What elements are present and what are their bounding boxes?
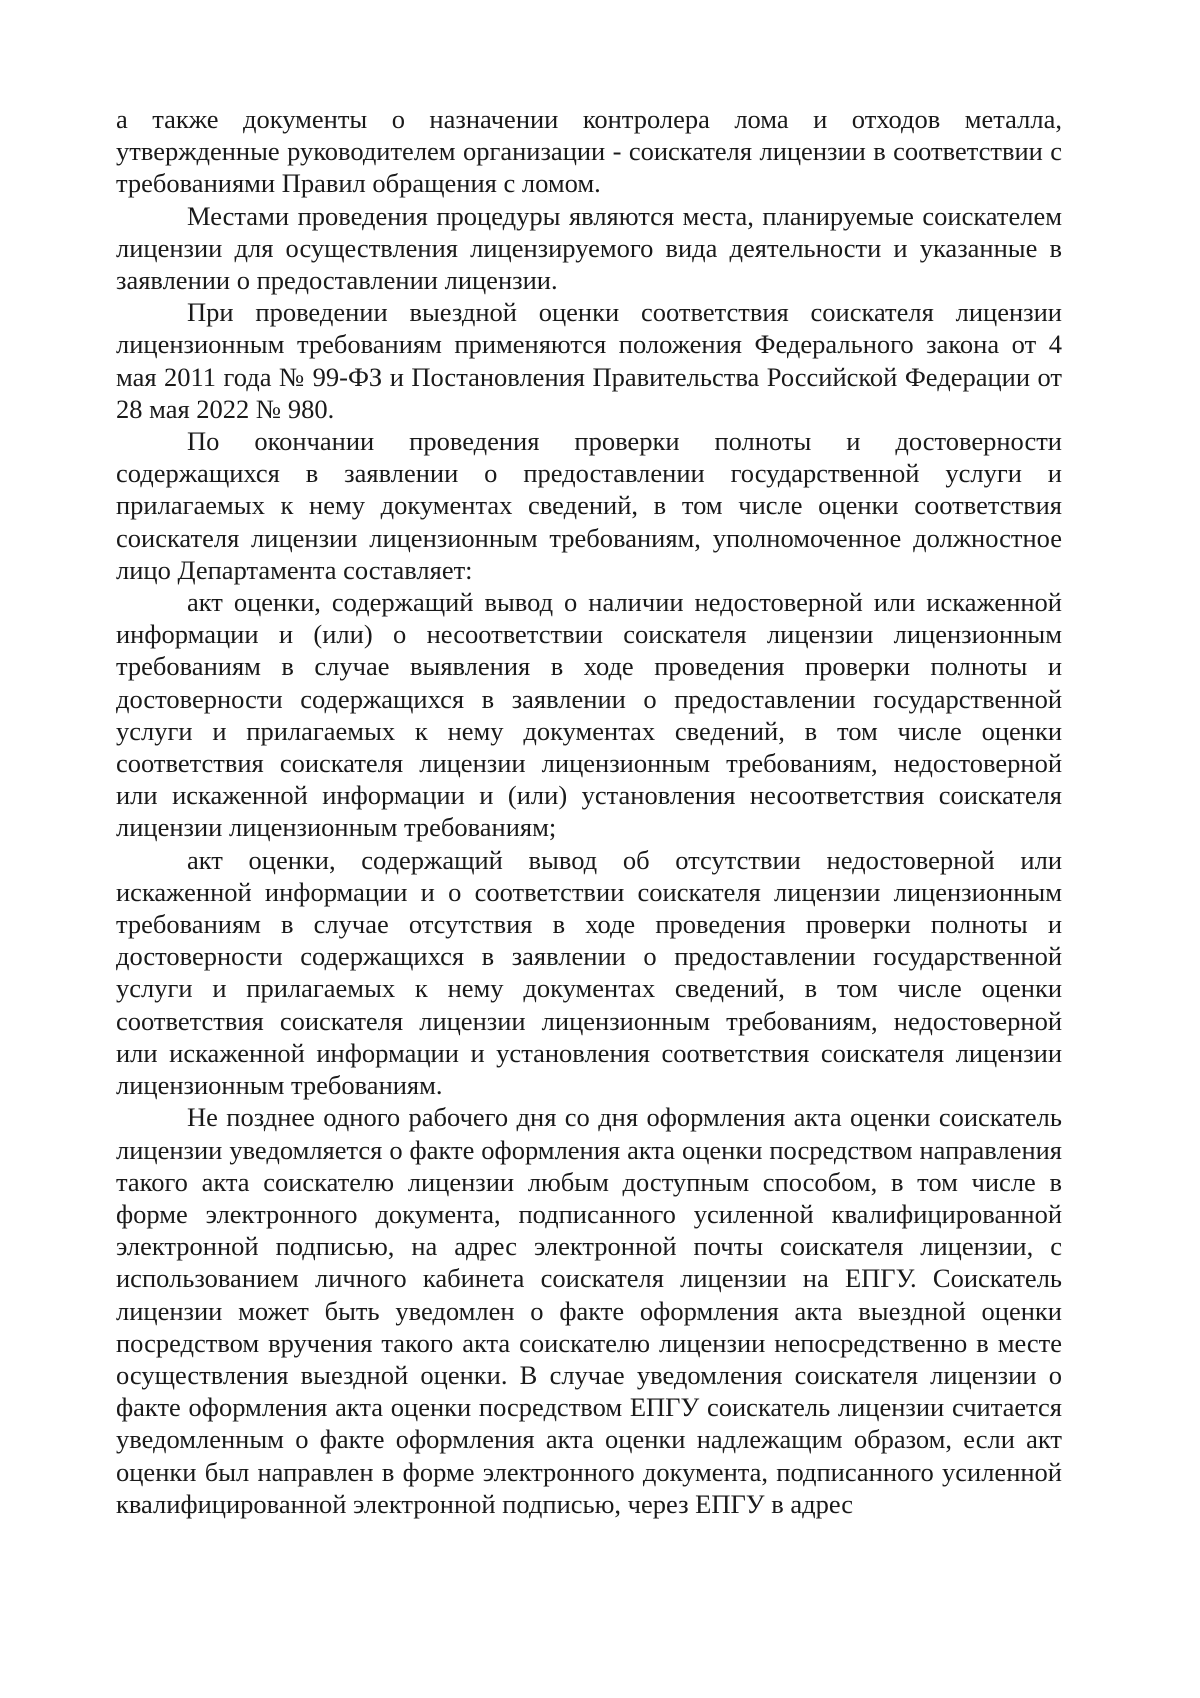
paragraph-4: По окончании проведения проверки полноты и достоверности содержащихся в заявлении о предоставлении государственной услуги и прилагаемых к нему документах сведений, в том числе оценки соответствия соискателя лицензии лицензионным требованиям, уполномоченное должностное лицо Департамента составляет: bbox=[116, 426, 1062, 585]
paragraph-1: а также документы о назначении контролера лома и отходов металла, утвержденные руководителем организации - соискателя лицензии в соответствии с требованиями Правил обращения с ломом. bbox=[116, 104, 1062, 199]
paragraph-2: Местами проведения процедуры являются места, планируемые соискателем лицензии для осуществления лицензируемого вида деятельности и указанные в заявлении о предоставлении лицензии. bbox=[116, 200, 1062, 296]
paragraph-3: При проведении выездной оценки соответствия соискателя лицензии лицензионным требованиям применяются положения Федерального закона от 4 мая 2011 года № 99-ФЗ и Постановления Правительства Российской Федерации от 28 мая 2022 № 980. bbox=[116, 297, 1062, 424]
paragraph-5: акт оценки, содержащий вывод о наличии недостоверной или искаженной информации и (или) о несоответствии соискателя лицензии лицензионным требованиям в случае выявления в ходе проведения проверки полноты и достоверности содержащихся в заявлении о предоставлении государственной услуги и прилагаемых к нему документах сведений, в том числе оценки соответствия соискателя лицензии лицензионным требованиям, недостоверной или искаженной информации и (или) установления несоответствия соискателя лицензии лицензионным требованиям; bbox=[116, 587, 1062, 843]
paragraph-7: Не позднее одного рабочего дня со дня оформления акта оценки соискатель лицензии уведомляется о факте оформления акта оценки посредством направления такого акта соискателю лицензии любым доступным способом, в том числе в форме электронного документа, подписанного усиленной квалифицированной электронной подписью, на адрес электронной почты соискателя лицензии, с использованием личного кабинета соискателя лицензии на ЕПГУ. Соискатель лицензии может быть уведомлен о факте оформления акта выездной оценки посредством вручения такого акта соискателю лицензии непосредственно в месте осуществления выездной оценки. В случае уведомления соискателя лицензии о факте оформления акта оценки посредством ЕПГУ соискатель лицензии считается уведомленным о факте оформления акта оценки надлежащим образом, если акт оценки был направлен в форме электронного документа, подписанного усиленной квалифицированной электронной подписью, через ЕПГУ в адрес bbox=[116, 1102, 1062, 1519]
paragraph-6: акт оценки, содержащий вывод об отсутствии недостоверной или искаженной информации и о соответствии соискателя лицензии лицензионным требованиям в случае отсутствия в ходе проведения проверки полноты и достоверности содержащихся в заявлении о предоставлении государственной услуги и прилагаемых к нему документах сведений, в том числе оценки соответствия соискателя лицензии лицензионным требованиям, недостоверной или искаженной информации и установления соответствия соискателя лицензии лицензионным требованиям. bbox=[116, 844, 1062, 1101]
document-page bbox=[116, 103, 1062, 1520]
